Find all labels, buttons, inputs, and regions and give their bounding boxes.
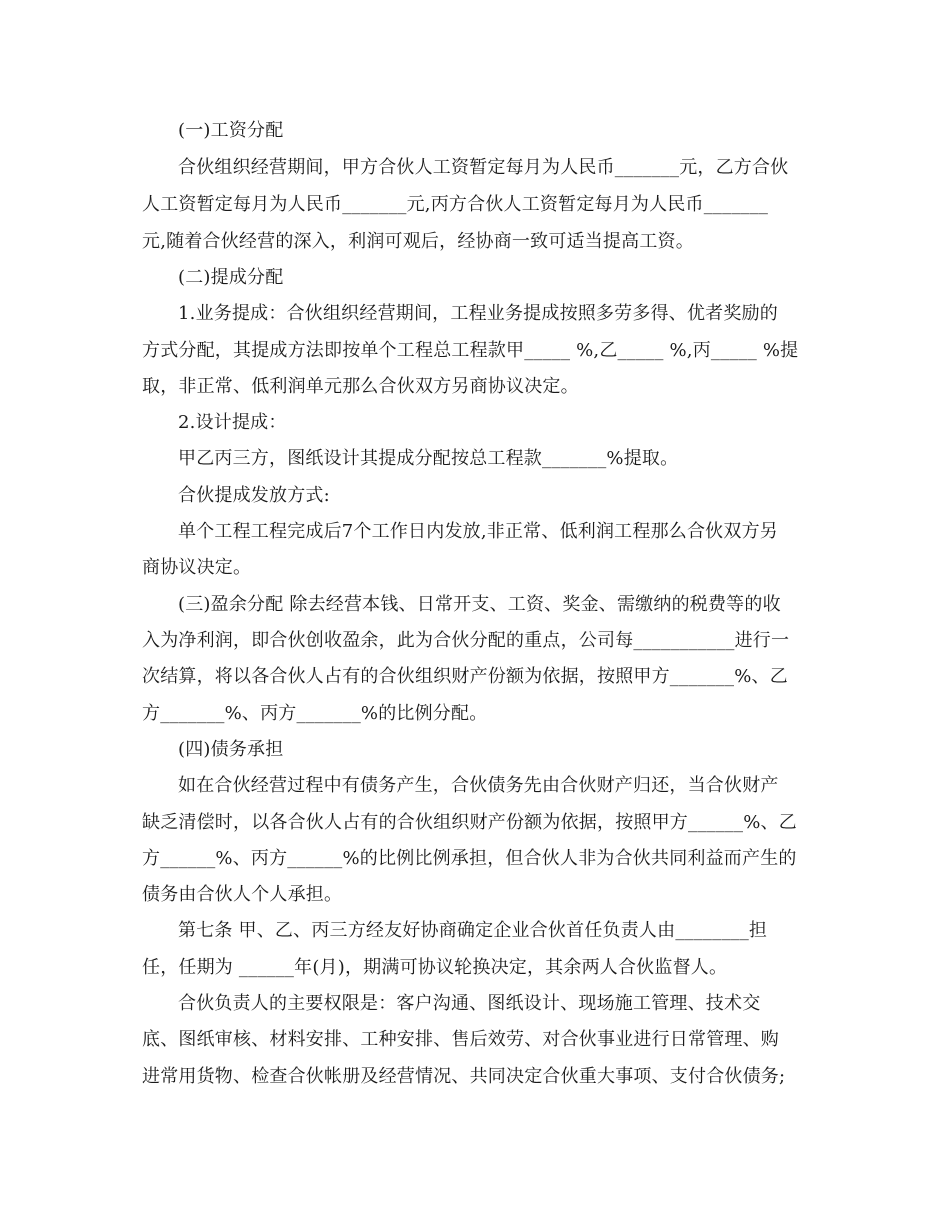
heading-debt-responsibility: (四)债务承担 (178, 739, 284, 760)
paragraph-line: 入为净利润，即合伙创收盈余，此为合伙分配的重点，公司每___________进行一 (142, 630, 790, 651)
article-seven: 第七条 甲、乙、丙三方经友好协商确定企业合伙首任负责人由________担 (178, 920, 768, 941)
paragraph-line: 缺乏清偿时，以各合伙人占有的合伙组织财产份额为依据，按照甲方______%、乙 (142, 812, 797, 833)
paragraph-line: 任，任期为 ______年(月)，期满可协议轮换决定，其余两人合伙监督人。 (142, 957, 728, 978)
paragraph-line: 合伙提成发放方式: (178, 485, 330, 506)
paragraph-line: 如在合伙经营过程中有债务产生，合伙债务先由合伙财产归还，当合伙财产 (178, 775, 779, 796)
paragraph-line: 商协议决定。 (142, 557, 252, 578)
heading-surplus-distribution: (三)盈余分配 除去经营本钱、日常开支、工资、奖金、需缴纳的税费等的收 (178, 594, 781, 615)
paragraph-line: 元,随着合伙经营的深入，利润可观后，经协商一致可适当提高工资。 (142, 231, 694, 252)
paragraph-line: 合伙负责人的主要权限是：客户沟通、图纸设计、现场施工管理、技术交 (178, 993, 761, 1014)
paragraph-line: 进常用货物、检查合伙帐册及经营情况、共同决定合伙重大事项、支付合伙债务; (142, 1066, 786, 1087)
paragraph-line: 底、图纸审核、材料安排、工种安排、售后效劳、对合伙事业进行日常管理、购 (142, 1029, 779, 1050)
paragraph-line: 方式分配，其提成方法即按单个工程总工程款甲_____ %,乙_____ %,丙_____ %提 (142, 340, 799, 361)
paragraph-line: 1.业务提成：合伙组织经营期间，工程业务提成按照多劳多得、优者奖励的 (178, 303, 778, 324)
paragraph-line: 合伙组织经营期间，甲方合伙人工资暂定每月为人民币_______元，乙方合伙 (178, 157, 789, 178)
paragraph-line: 人工资暂定每月为人民币_______元,丙方合伙人工资暂定每月为人民币_______ (142, 194, 769, 215)
paragraph-line: 取，非正常、低利润单元那么合伙双方另商协议决定。 (142, 376, 579, 397)
paragraph-line: 债务由合伙人个人承担。 (142, 884, 343, 905)
paragraph-line: 方______%、丙方______%的比例比例承担，但合伙人非为合伙共同利益而产生的 (142, 848, 797, 869)
heading-commission-distribution: (二)提成分配 (178, 267, 284, 288)
paragraph-line: 单个工程工程完成后7个工作日内发放,非正常、低利润工程那么合伙双方另 (178, 521, 778, 542)
heading-wage-distribution: (一)工资分配 (178, 120, 284, 141)
paragraph-line: 方_______%、丙方_______%的比例分配。 (142, 703, 488, 724)
paragraph-line: 甲乙丙三方，图纸设计其提成分配按总工程款_______%提取。 (178, 448, 679, 469)
paragraph-line: 次结算，将以各合伙人占有的合伙组织财产份额为依据，按照甲方_______%、乙 (142, 666, 788, 687)
heading-design-commission: 2.设计提成： (178, 412, 287, 433)
